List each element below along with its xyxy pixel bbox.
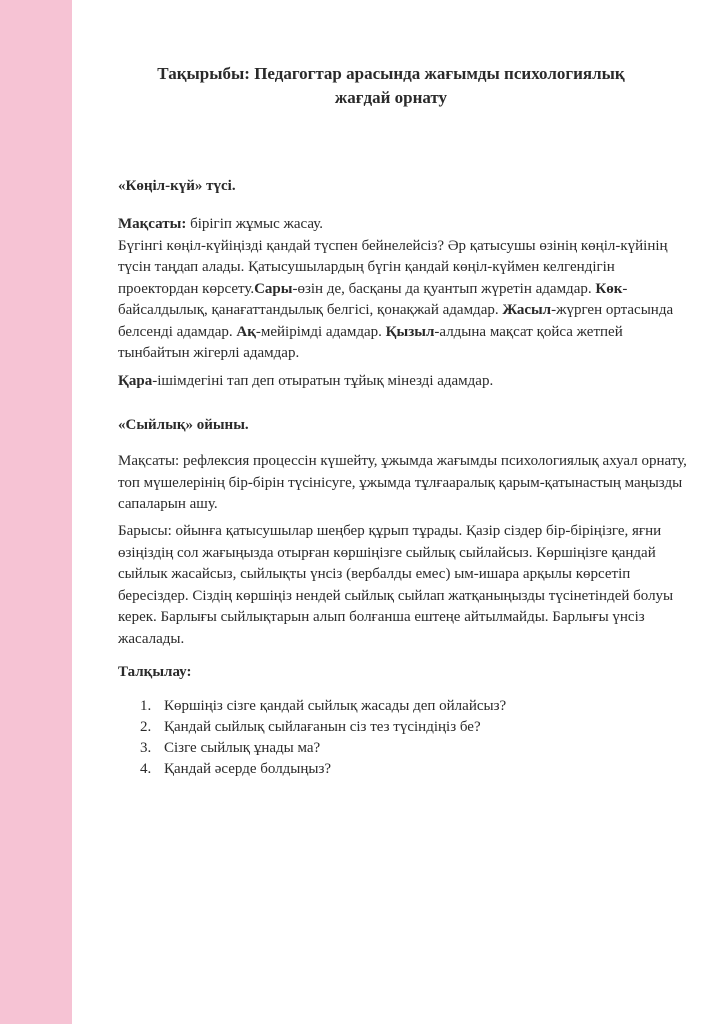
- list-item: [140, 738, 680, 759]
- list-item-text: Қандай әсерде болдыңыз?: [164, 761, 332, 777]
- discussion-heading: Талқылау:: [118, 664, 192, 680]
- list-item-number: 3.: [140, 740, 152, 756]
- list-item: [140, 759, 680, 780]
- gift-game-process: Барысы: ойынға қатысушылар шеңбер құрып тұрады. Қазір сіздер бір-біріңізге, яғни өзіңіздің сол жағыңызда отырған көршіңізге сыйлық сыйлайсыз. Көршіңізге қандай сыйлык жасайсыз, сыйлықты үнсіз (вербалды емес) ым-ишара арқылы көрсетіп бересіздер. Сіздің көршіңіз нендей сыйлық сыйлап жатқаныңызды түсінетіндей болуы керек. Барлығы сыйлықтарын алып болғанша ештеңе айтылмайды. Барлығы үнсіз жасалады.: [118, 523, 674, 647]
- mood-color-paragraph: [118, 214, 688, 365]
- goal-text: бірігіп жұмыс жасау.: [186, 216, 323, 232]
- color-black-desc: -ішімдегіні тап деп отыратын тұйық мінезді адамдар.: [152, 373, 494, 389]
- list-item: [140, 696, 680, 717]
- list-item-number: 2.: [140, 719, 152, 735]
- list-item-number: 1.: [140, 698, 152, 714]
- list-item-number: 4.: [140, 761, 152, 777]
- color-green-desc: -жүрген ортасында белсенді адамдар.: [118, 302, 674, 340]
- document-title: [80, 62, 702, 110]
- color-blue-label: Көк: [595, 280, 623, 297]
- section-heading-gift-game: «Сыйлық» ойыны.: [118, 417, 249, 433]
- mood-intro-text: Бүгінгі көңіл-күйіңізді қандай түспен бейнелейсіз? Әр қатысушы өзінің көңіл-күйінің түсін таңдап алады. Қатысушылардың бүгін қандай көңіл-күймен келгендігін проектордан көрсету.: [118, 237, 668, 297]
- goal-label: Мақсаты:: [118, 216, 187, 232]
- discussion-questions-list: [140, 696, 680, 780]
- title-line-2: жағдай орнату: [334, 88, 448, 107]
- title-line-1: Тақырыбы: Педагогтар арасында жағымды психологиялық: [157, 64, 625, 83]
- list-item-text: Қандай сыйлық сыйлағанын сіз тез түсіндіңіз бе?: [164, 719, 481, 735]
- gift-game-goal: Мақсаты: рефлексия процессін күшейту, ұжымда жағымды психологиялық ахуал орнату, топ мүшелерінің бір-бірін түсінісуге, ұжымда тұлғааралық қарым-қатынастың маңызды сапаларын ашу.: [118, 453, 687, 512]
- black-color-paragraph: [118, 371, 688, 393]
- color-white-label: Ақ: [236, 323, 256, 340]
- color-blue-desc: -байсалдылық, қанағаттандылық белгісі, қонақжай адамдар.: [118, 280, 628, 318]
- color-white-desc: -мейірімді адамдар.: [255, 323, 382, 340]
- color-red-label: Қызыл: [385, 323, 435, 340]
- list-item-text: Сізге сыйлық ұнады ма?: [164, 740, 321, 756]
- list-item-text: Көршіңіз сізге қандай сыйлық жасады деп ойлайсыз?: [164, 698, 507, 714]
- pink-page-edge: [0, 0, 72, 1024]
- color-green-label: Жасыл: [502, 302, 552, 318]
- list-item: [140, 717, 680, 738]
- color-yellow-label: Сары: [254, 280, 293, 297]
- color-yellow-desc: -өзін де, басқаны да қуантып жүретін адамдар.: [292, 280, 592, 297]
- color-black-label: Қара: [118, 373, 153, 389]
- color-red-desc: -алдына мақсат қойса жетпей тынбайтын жігерлі адамдар.: [118, 323, 623, 361]
- section-heading-mood-color: «Көңіл-күй» түсі.: [118, 178, 236, 194]
